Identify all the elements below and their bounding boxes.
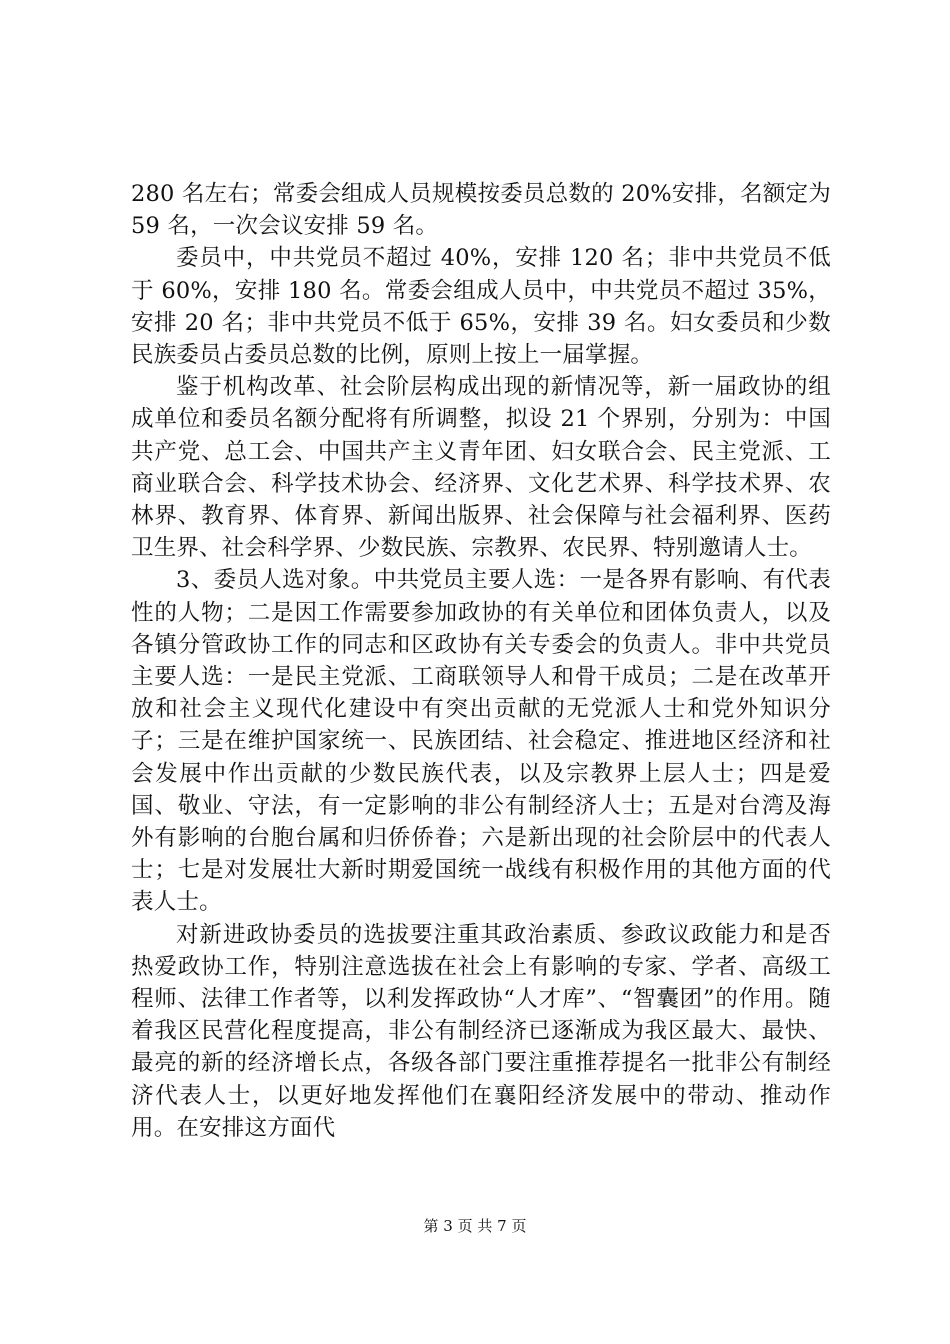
paragraph-5: 对新进政协委员的选拔要注重其政治素质、参政议政能力和是否热爱政协工作，特别注意选拔在社会上有影响的专家、学者、高级工程师、法律工作者等，以利发挥政协“人才库”、“智囊团”的作用。随着我区民营化程度提高，非公有制经济已逐渐成为我区最大、最快、最亮的新的经济增长点，各级各部门要注重推荐提名一批非公有制经济代表人士，以更好地发挥他们在襄阳经济发展中的带动、推动作用。在安排这方面代 (131, 921, 831, 1141)
paragraph-1: 280 名左右；常委会组成人员规模按委员总数的 20%安排，名额定为 59 名，一次会议安排 59 名。 (131, 181, 831, 240)
paragraph-2: 委员中，中共党员不超过 40%，安排 120 名；非中共党员不低于 60%，安排 180 名。常委会组成人员中，中共党员不超过 35%，安排 20 名；非中共党员不低于 65%，安排 39 名。妇女委员和少数民族委员占委员总数的比例，原则上按上一届掌握。 (131, 245, 831, 369)
document-body (131, 178, 831, 1144)
page-footer: 第 3 页 共 7 页 (423, 1217, 527, 1235)
paragraph-3: 鉴于机构改革、社会阶层构成出现的新情况等，新一届政协的组成单位和委员名额分配将有所调整，拟设 21 个界别，分别为：中国共产党、总工会、中国共产主义青年团、妇女联合会、民主党派、工商业联合会、科学技术协会、经济界、文化艺术界、科学技术界、农林界、教育界、体育界、新闻出版界、社会保障与社会福利界、医药卫生界、社会科学界、少数民族、宗教界、农民界、特别邀请人士。 (131, 374, 831, 562)
paragraph-4: 3、委员人选对象。中共党员主要人选：一是各界有影响、有代表性的人物；二是因工作需要参加政协的有关单位和团体负责人，以及各镇分管政协工作的同志和区政协有关专委会的负责人。非中共党员主要人选：一是民主党派、工商联领导人和骨干成员；二是在改革开放和社会主义现代化建设中有突出贡献的无党派人士和党外知识分子；三是在维护国家统一、民族团结、社会稳定、推进地区经济和社会发展中作出贡献的少数民族代表，以及宗教界上层人士；四是爱国、敬业、守法，有一定影响的非公有制经济人士；五是对台湾及海外有影响的台胞台属和归侨侨眷；六是新出现的社会阶层中的代表人士；七是对发展壮大新时期爱国统一战线有积极作用的其他方面的代表人士。 (131, 567, 831, 916)
